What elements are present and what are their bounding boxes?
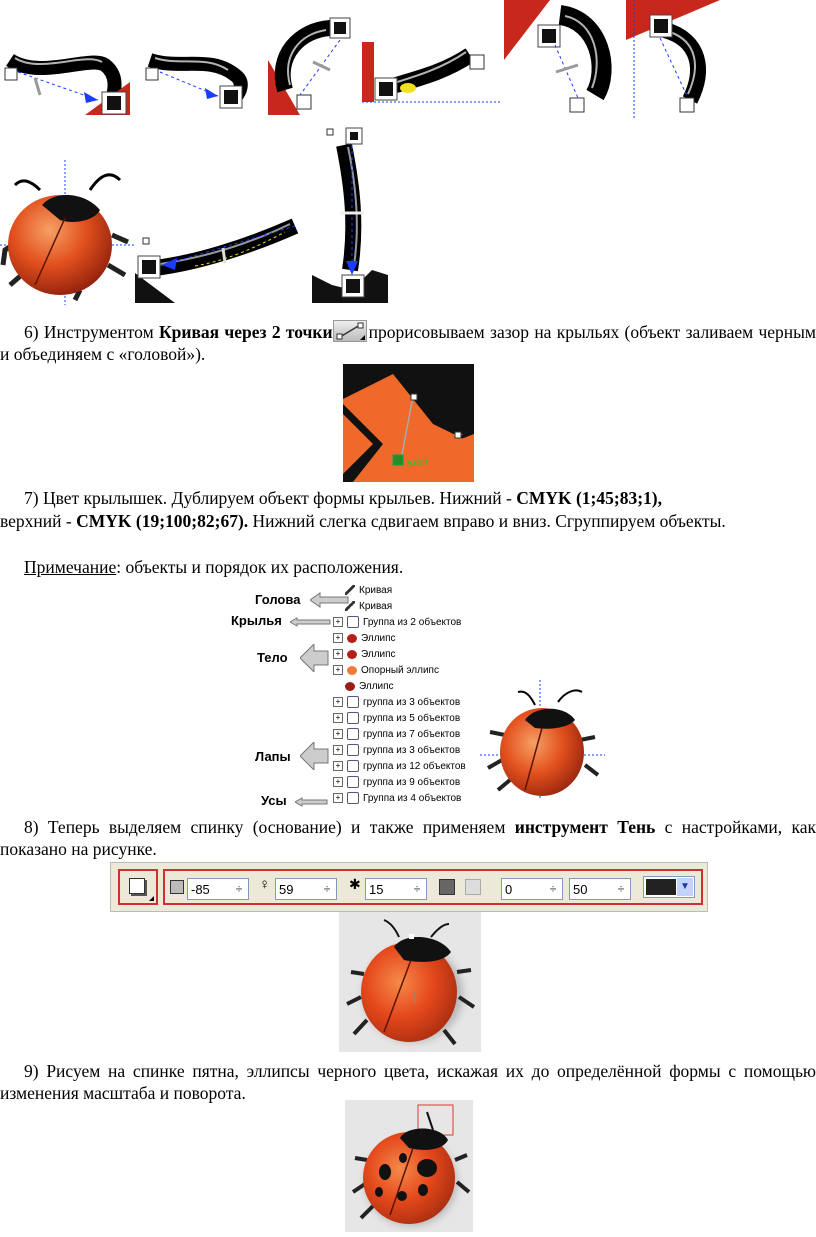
shadow-tool-name: инструмент Тень <box>514 817 656 837</box>
expand-icon[interactable]: + <box>333 729 343 739</box>
curve-frame-4 <box>362 42 500 102</box>
step-9-text: 9) Рисуем на спинке пятна, эллипсы черного цвета, искажая их до определённой формы с помощью изменения масштаба и поворота. <box>0 1061 816 1103</box>
shadow-fade-value: 50 <box>573 882 588 897</box>
tree-item-label: Кривая <box>359 584 393 596</box>
expand-icon[interactable]: + <box>333 777 343 787</box>
label-wings: Крылья <box>231 613 282 628</box>
ellipse-icon <box>347 666 357 675</box>
tree-row[interactable] <box>333 662 439 678</box>
cmyk-upper: CMYK (19;100;82;67). <box>76 511 249 531</box>
curve-frame-2 <box>146 58 242 108</box>
step-7-line-1: 7) Цвет крылышек. Дублируем объект формы крыльев. Нижний - <box>24 488 517 508</box>
curve-2-points-tool-name: Кривая через 2 точки <box>158 322 333 342</box>
tree-item-label: группа из 9 объектов <box>363 776 461 788</box>
expand-icon[interactable]: + <box>333 697 343 707</box>
group-icon <box>347 792 359 804</box>
tree-item-label: группа из 7 объектов <box>363 728 461 740</box>
tree-item-label: группа из 3 объектов <box>363 744 461 756</box>
spin-icon[interactable]: ÷ <box>413 882 421 896</box>
curve-2-points-icon <box>333 320 367 342</box>
curve-frame-8 <box>312 125 388 303</box>
tree-item-label: Группа из 2 объектов <box>363 616 462 628</box>
step-8-text-1: 8) Теперь выделяем спинку (основание) и также применяем <box>24 817 515 837</box>
shadow-color-picker[interactable] <box>643 876 695 898</box>
group-icon <box>347 760 359 772</box>
label-head: Голова <box>255 592 301 607</box>
ladybug-with-legs-image <box>0 160 135 305</box>
tree-item-label: Группа из 4 объектов <box>363 792 462 804</box>
opacity-icon: ♀ <box>259 877 271 893</box>
expand-icon[interactable]: + <box>333 761 343 771</box>
shadow-stretch-field[interactable] <box>501 878 563 900</box>
curve-frame-6 <box>626 0 720 118</box>
shadow-opacity-field[interactable] <box>275 878 337 900</box>
expand-icon[interactable]: + <box>333 649 343 659</box>
tree-row[interactable] <box>333 694 460 710</box>
group-icon <box>347 744 359 756</box>
label-body: Тело <box>257 650 288 665</box>
group-icon <box>347 776 359 788</box>
arrow-legs <box>300 742 330 770</box>
arrow-wings <box>290 617 332 627</box>
tree-item-label: Эллипс <box>359 680 394 692</box>
shadow-preset-icon <box>129 878 145 894</box>
spin-icon[interactable]: ÷ <box>323 882 331 896</box>
shadow-feather-value: 15 <box>369 882 384 897</box>
tree-row[interactable] <box>333 742 460 758</box>
tree-item-label: Эллипс <box>361 648 396 660</box>
group-icon <box>347 616 359 628</box>
tree-item-label: Кривая <box>359 600 393 612</box>
expand-icon[interactable]: + <box>333 617 343 627</box>
step-6-number: 6) Инструментом <box>24 322 159 342</box>
wing-gap-image <box>343 364 474 482</box>
tree-item-label: Опорный эллипс <box>361 664 439 676</box>
expand-icon[interactable]: + <box>333 793 343 803</box>
tree-row[interactable] <box>333 774 460 790</box>
cmyk-lower: CMYK (1;45;83;1), <box>516 488 662 508</box>
tree-item-label: Эллипс <box>361 632 396 644</box>
ellipse-icon <box>347 634 357 643</box>
step-7-paragraph <box>0 487 816 509</box>
tree-row[interactable] <box>333 646 396 662</box>
chevron-down-icon[interactable]: ▼ <box>677 878 693 896</box>
ellipse-icon <box>347 650 357 659</box>
shadow-color-swatch <box>646 879 676 895</box>
tree-row[interactable] <box>333 790 461 806</box>
shadow-offset-field[interactable] <box>187 878 249 900</box>
shadow-settings-group <box>163 869 703 905</box>
step-7-line-2a: верхний - <box>0 511 77 531</box>
curve-icon <box>345 585 355 595</box>
tree-item-label: группа из 3 объектов <box>363 696 461 708</box>
arrow-body <box>300 644 330 672</box>
shadow-feather-field[interactable] <box>365 878 427 900</box>
label-legs: Лапы <box>255 749 291 764</box>
expand-icon[interactable]: + <box>333 745 343 755</box>
curve-frame-5 <box>504 0 602 112</box>
note-label: Примечание <box>24 557 117 577</box>
tree-row <box>345 582 392 598</box>
curve-frame-1 <box>5 58 130 115</box>
step-9-paragraph <box>0 1060 816 1104</box>
ladybug-shadow-image <box>339 912 481 1052</box>
step-8-text-2: с настройками, как показано на рисунке. <box>0 817 816 859</box>
shadow-opacity-value: 59 <box>279 882 294 897</box>
feather-edge-icon[interactable] <box>465 879 481 895</box>
ellipse-icon <box>345 682 355 691</box>
curve-frame-3 <box>268 18 350 115</box>
ladybug-spots-image <box>345 1100 473 1232</box>
note-paragraph <box>0 556 816 578</box>
tree-row[interactable] <box>333 726 460 742</box>
step-6-paragraph <box>0 320 816 365</box>
tree-item-label: группа из 12 объектов <box>363 760 466 772</box>
object-tree <box>333 580 493 810</box>
tree-row <box>345 678 394 694</box>
shadow-offset-value: -85 <box>191 882 210 897</box>
group-icon <box>347 712 359 724</box>
group-icon <box>347 696 359 708</box>
tree-item-label: группа из 5 объектов <box>363 712 461 724</box>
object-order-diagram <box>225 580 605 810</box>
shadow-offset-icon <box>170 880 184 894</box>
label-antennae: Усы <box>261 793 287 808</box>
node-label: узел <box>407 457 428 468</box>
tree-row[interactable] <box>333 614 461 630</box>
spin-icon[interactable]: ÷ <box>549 882 557 896</box>
expand-icon[interactable]: + <box>333 665 343 675</box>
expand-icon[interactable]: + <box>333 713 343 723</box>
note-text: : объекты и порядок их расположения. <box>116 557 404 577</box>
step-6-text: прорисовываем зазор на крыльях (объект заливаем черным и объединяем с «головой»). <box>0 322 816 364</box>
shadow-stretch-value: 0 <box>505 882 513 897</box>
tree-row[interactable] <box>333 758 466 774</box>
tree-row[interactable] <box>333 630 396 646</box>
shadow-toolbar <box>110 862 708 912</box>
step-7-line-2b: Нижний слегка сдвигаем вправо и вниз. Сгруппируем объекты. <box>248 511 726 531</box>
spin-icon[interactable]: ÷ <box>617 882 625 896</box>
shadow-fade-field[interactable] <box>569 878 631 900</box>
curve-icon <box>345 601 355 611</box>
shadow-preset-button[interactable] <box>118 869 158 905</box>
spin-icon[interactable]: ÷ <box>235 882 243 896</box>
feather-icon: ✱ <box>349 878 361 893</box>
tree-row <box>345 598 392 614</box>
tree-row[interactable] <box>333 710 460 726</box>
curve-frame-7 <box>135 218 305 303</box>
step-7-paragraph-cont <box>0 510 816 532</box>
expand-icon[interactable]: + <box>333 633 343 643</box>
step-8-paragraph <box>0 816 816 860</box>
group-icon <box>347 728 359 740</box>
feather-direction-icon[interactable] <box>439 879 455 895</box>
arrow-antennae <box>295 797 329 807</box>
ladybug-preview-image <box>480 680 605 800</box>
curve-steps-top-row <box>0 0 816 122</box>
